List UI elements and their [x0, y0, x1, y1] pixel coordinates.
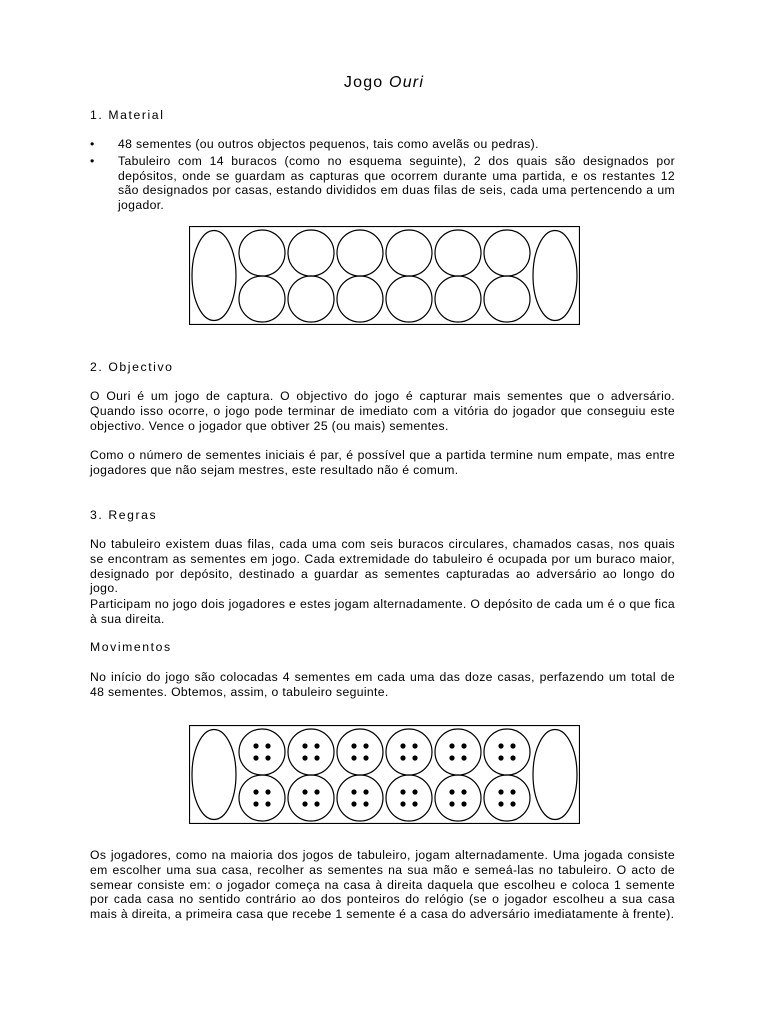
bullet-icon: • — [90, 153, 95, 168]
house — [435, 230, 481, 276]
seed — [412, 789, 417, 794]
seed — [510, 743, 515, 748]
list-item — [90, 137, 675, 152]
seed — [302, 801, 307, 806]
seed — [498, 789, 503, 794]
seed — [363, 789, 368, 794]
seed — [449, 801, 454, 806]
house — [484, 729, 530, 775]
page-title — [0, 74, 768, 92]
board-diagram-initial — [189, 725, 580, 824]
seed — [461, 755, 466, 760]
seed — [265, 789, 270, 794]
seed — [461, 743, 466, 748]
seed — [302, 789, 307, 794]
seed — [449, 743, 454, 748]
house — [288, 729, 334, 775]
seed — [302, 755, 307, 760]
house — [386, 276, 432, 322]
section-heading-objectivo: 2. Objectivo — [90, 360, 174, 374]
seed — [498, 801, 503, 806]
seed — [253, 743, 258, 748]
store-right — [533, 730, 577, 820]
seed — [351, 789, 356, 794]
list-item — [90, 154, 675, 213]
paragraph-regras: No tabuleiro existem duas filas, cada uma com seis buracos circulares, chamados casas, nos quais se encontram as sementes em jogo. Cada extremidade do tabuleiro é ocupada por um buraco maior, designado por depósito, destinado a guardar as sementes capturadas ao adversário ao longo do jogo. — [90, 537, 675, 596]
seed — [412, 755, 417, 760]
store-left — [192, 730, 236, 820]
paragraph-objectivo: O Ouri é um jogo de captura. O objectivo do jogo é capturar mais sementes que o adversário. Quando isso ocorre, o jogo pode terminar de imediato com a vitória do jogador que conseguiu este objectivo. Vence o jogador que obtiver 25 (ou mais) sementes. — [90, 389, 675, 433]
seed — [363, 755, 368, 760]
house — [386, 230, 432, 276]
house — [337, 729, 383, 775]
board-diagram-empty — [189, 226, 580, 325]
paragraph-objectivo-2: Como o número de sementes iniciais é par, é possível que a partida termine num empate, mas entre jogadores que não sejam mestres, este resultado não é comum. — [90, 448, 675, 477]
seed — [498, 755, 503, 760]
house — [239, 729, 285, 775]
list-item-text: 48 sementes (ou outros objectos pequenos, tais como avelãs ou pedras). — [118, 137, 539, 151]
seed — [351, 743, 356, 748]
seed — [449, 789, 454, 794]
seed — [363, 743, 368, 748]
seed — [314, 755, 319, 760]
seed — [314, 743, 319, 748]
seed — [302, 743, 307, 748]
board-frame — [190, 227, 580, 325]
seed — [449, 755, 454, 760]
section-heading-movimentos: Movimentos — [90, 640, 172, 654]
board-svg — [189, 725, 580, 824]
title-italic: Ouri — [389, 74, 425, 91]
house — [239, 276, 285, 322]
house — [386, 729, 432, 775]
seed — [400, 801, 405, 806]
seed — [363, 801, 368, 806]
house — [435, 276, 481, 322]
seed — [253, 801, 258, 806]
seed — [253, 755, 258, 760]
seed — [314, 801, 319, 806]
seed — [265, 801, 270, 806]
section-heading-regras: 3. Regras — [90, 508, 158, 522]
house — [288, 230, 334, 276]
store-right — [533, 231, 577, 321]
house — [288, 276, 334, 322]
seed — [253, 789, 258, 794]
store-left — [192, 231, 236, 321]
bullet-icon: • — [90, 137, 95, 151]
house — [484, 775, 530, 821]
board-svg — [189, 226, 580, 325]
title-prefix: Jogo — [343, 74, 390, 91]
seed — [412, 743, 417, 748]
board-frame — [190, 726, 580, 824]
seed — [461, 801, 466, 806]
house — [239, 775, 285, 821]
seed — [510, 801, 515, 806]
paragraph-movimentos: No início do jogo são colocadas 4 sementes em cada uma das doze casas, perfazendo um total de 48 sementes. Obtemos, assim, o tabuleiro seguinte. — [90, 670, 675, 699]
seed — [510, 789, 515, 794]
house — [288, 775, 334, 821]
house — [435, 729, 481, 775]
seed — [400, 755, 405, 760]
seed — [510, 755, 515, 760]
seed — [265, 755, 270, 760]
section-heading-material: 1. Material — [90, 108, 165, 122]
house — [337, 276, 383, 322]
seed — [314, 789, 319, 794]
house — [239, 230, 285, 276]
house — [386, 775, 432, 821]
material-list — [90, 137, 675, 215]
seed — [412, 801, 417, 806]
paragraph-movimentos-2: Os jogadores, como na maioria dos jogos de tabuleiro, jogam alternadamente. Uma jogada consiste em escolher uma sua casa, recolher as sementes na sua mão e semeá-las no tabuleiro. O acto de semear consiste em: o jogador começa na casa à direita daquela que escolheu e coloca 1 semente por cada casa no sentido contrário ao dos ponteiros do relógio (se o jogador escolheu a sua casa mais à direita, a primeira casa que recebe 1 semente é a casa do adversário imediatamente à frente). — [90, 848, 675, 922]
house — [484, 230, 530, 276]
paragraph-regras-2: Participam no jogo dois jogadores e estes jogam alternadamente. O depósito de cada um é o que fica à sua direita. — [90, 597, 675, 626]
seed — [461, 789, 466, 794]
house — [337, 775, 383, 821]
seed — [265, 743, 270, 748]
seed — [400, 789, 405, 794]
seed — [351, 755, 356, 760]
house — [484, 276, 530, 322]
seed — [498, 743, 503, 748]
seed — [400, 743, 405, 748]
seed — [351, 801, 356, 806]
list-item-text: Tabuleiro com 14 buracos (como no esquema seguinte), 2 dos quais são designados por depósitos, onde se guardam as capturas que ocorrem durante uma partida, e os restantes 12 são designados por casas, estando divididos em duas filas de seis, cada uma pertencendo a um jogador. — [118, 153, 675, 213]
house — [337, 230, 383, 276]
house — [435, 775, 481, 821]
